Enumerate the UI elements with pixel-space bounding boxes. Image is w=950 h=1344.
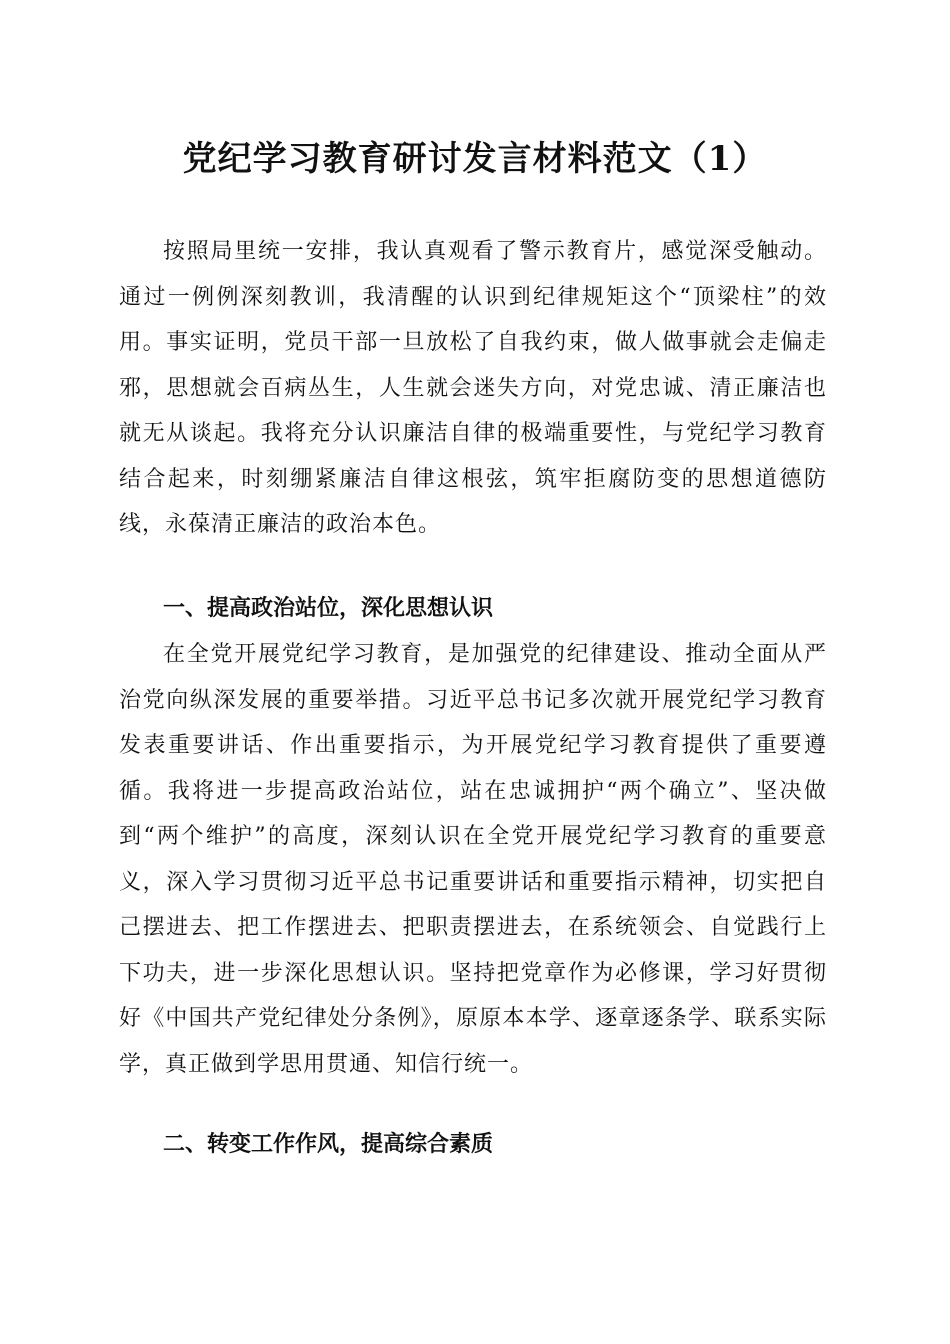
- section-heading-1: 一、提高政治站位，深化思想认识: [163, 596, 494, 621]
- section-1-paragraph: 在全党开展党纪学习教育，是加强党的纪律建设、推动全面从严治党向纵深发展的重要举措。习近平总书记多次就开展党纪学习教育发表重要讲话、作出重要指示，为开展党纪学习教育提供了重要遵循。我将进一步提高政治站位，站在忠诚拥护“两个确立”、坚决做到“两个维护”的高度，深刻认识在全党开展党纪学习教育的重要意义，深入学习贯彻习近平总书记重要讲话和重要指示精神，切实把自己摆进去、把工作摆进去、把职责摆进去，在系统领会、自觉践行上下功夫，进一步深化思想认识。坚持把党章作为必修课，学习好贯彻好《中国共产党纪律处分条例》，原原本本学、逐章逐条学、联系实际学，真正做到学思用贯通、知信行统一。: [119, 642, 827, 1077]
- section-heading-2: 二、转变工作作风，提高综合素质: [163, 1132, 494, 1157]
- document-title: 党纪学习教育研讨发言材料范文（1）: [182, 139, 768, 179]
- intro-paragraph: 按照局里统一安排，我认真观看了警示教育片，感觉深受触动。通过一例例深刻教训，我清醒的认识到纪律规矩这个“顶梁柱”的效用。事实证明，党员干部一旦放松了自我约束，做人做事就会走偏走邪，思想就会百病丛生，人生就会迷失方向，对党忠诚、清正廉洁也就无从谈起。我将充分认识廉洁自律的极端重要性，与党纪学习教育结合起来，时刻绷紧廉洁自律这根弦，筑牢拒腐防变的思想道德防线，永葆清正廉洁的政治本色。: [119, 239, 827, 537]
